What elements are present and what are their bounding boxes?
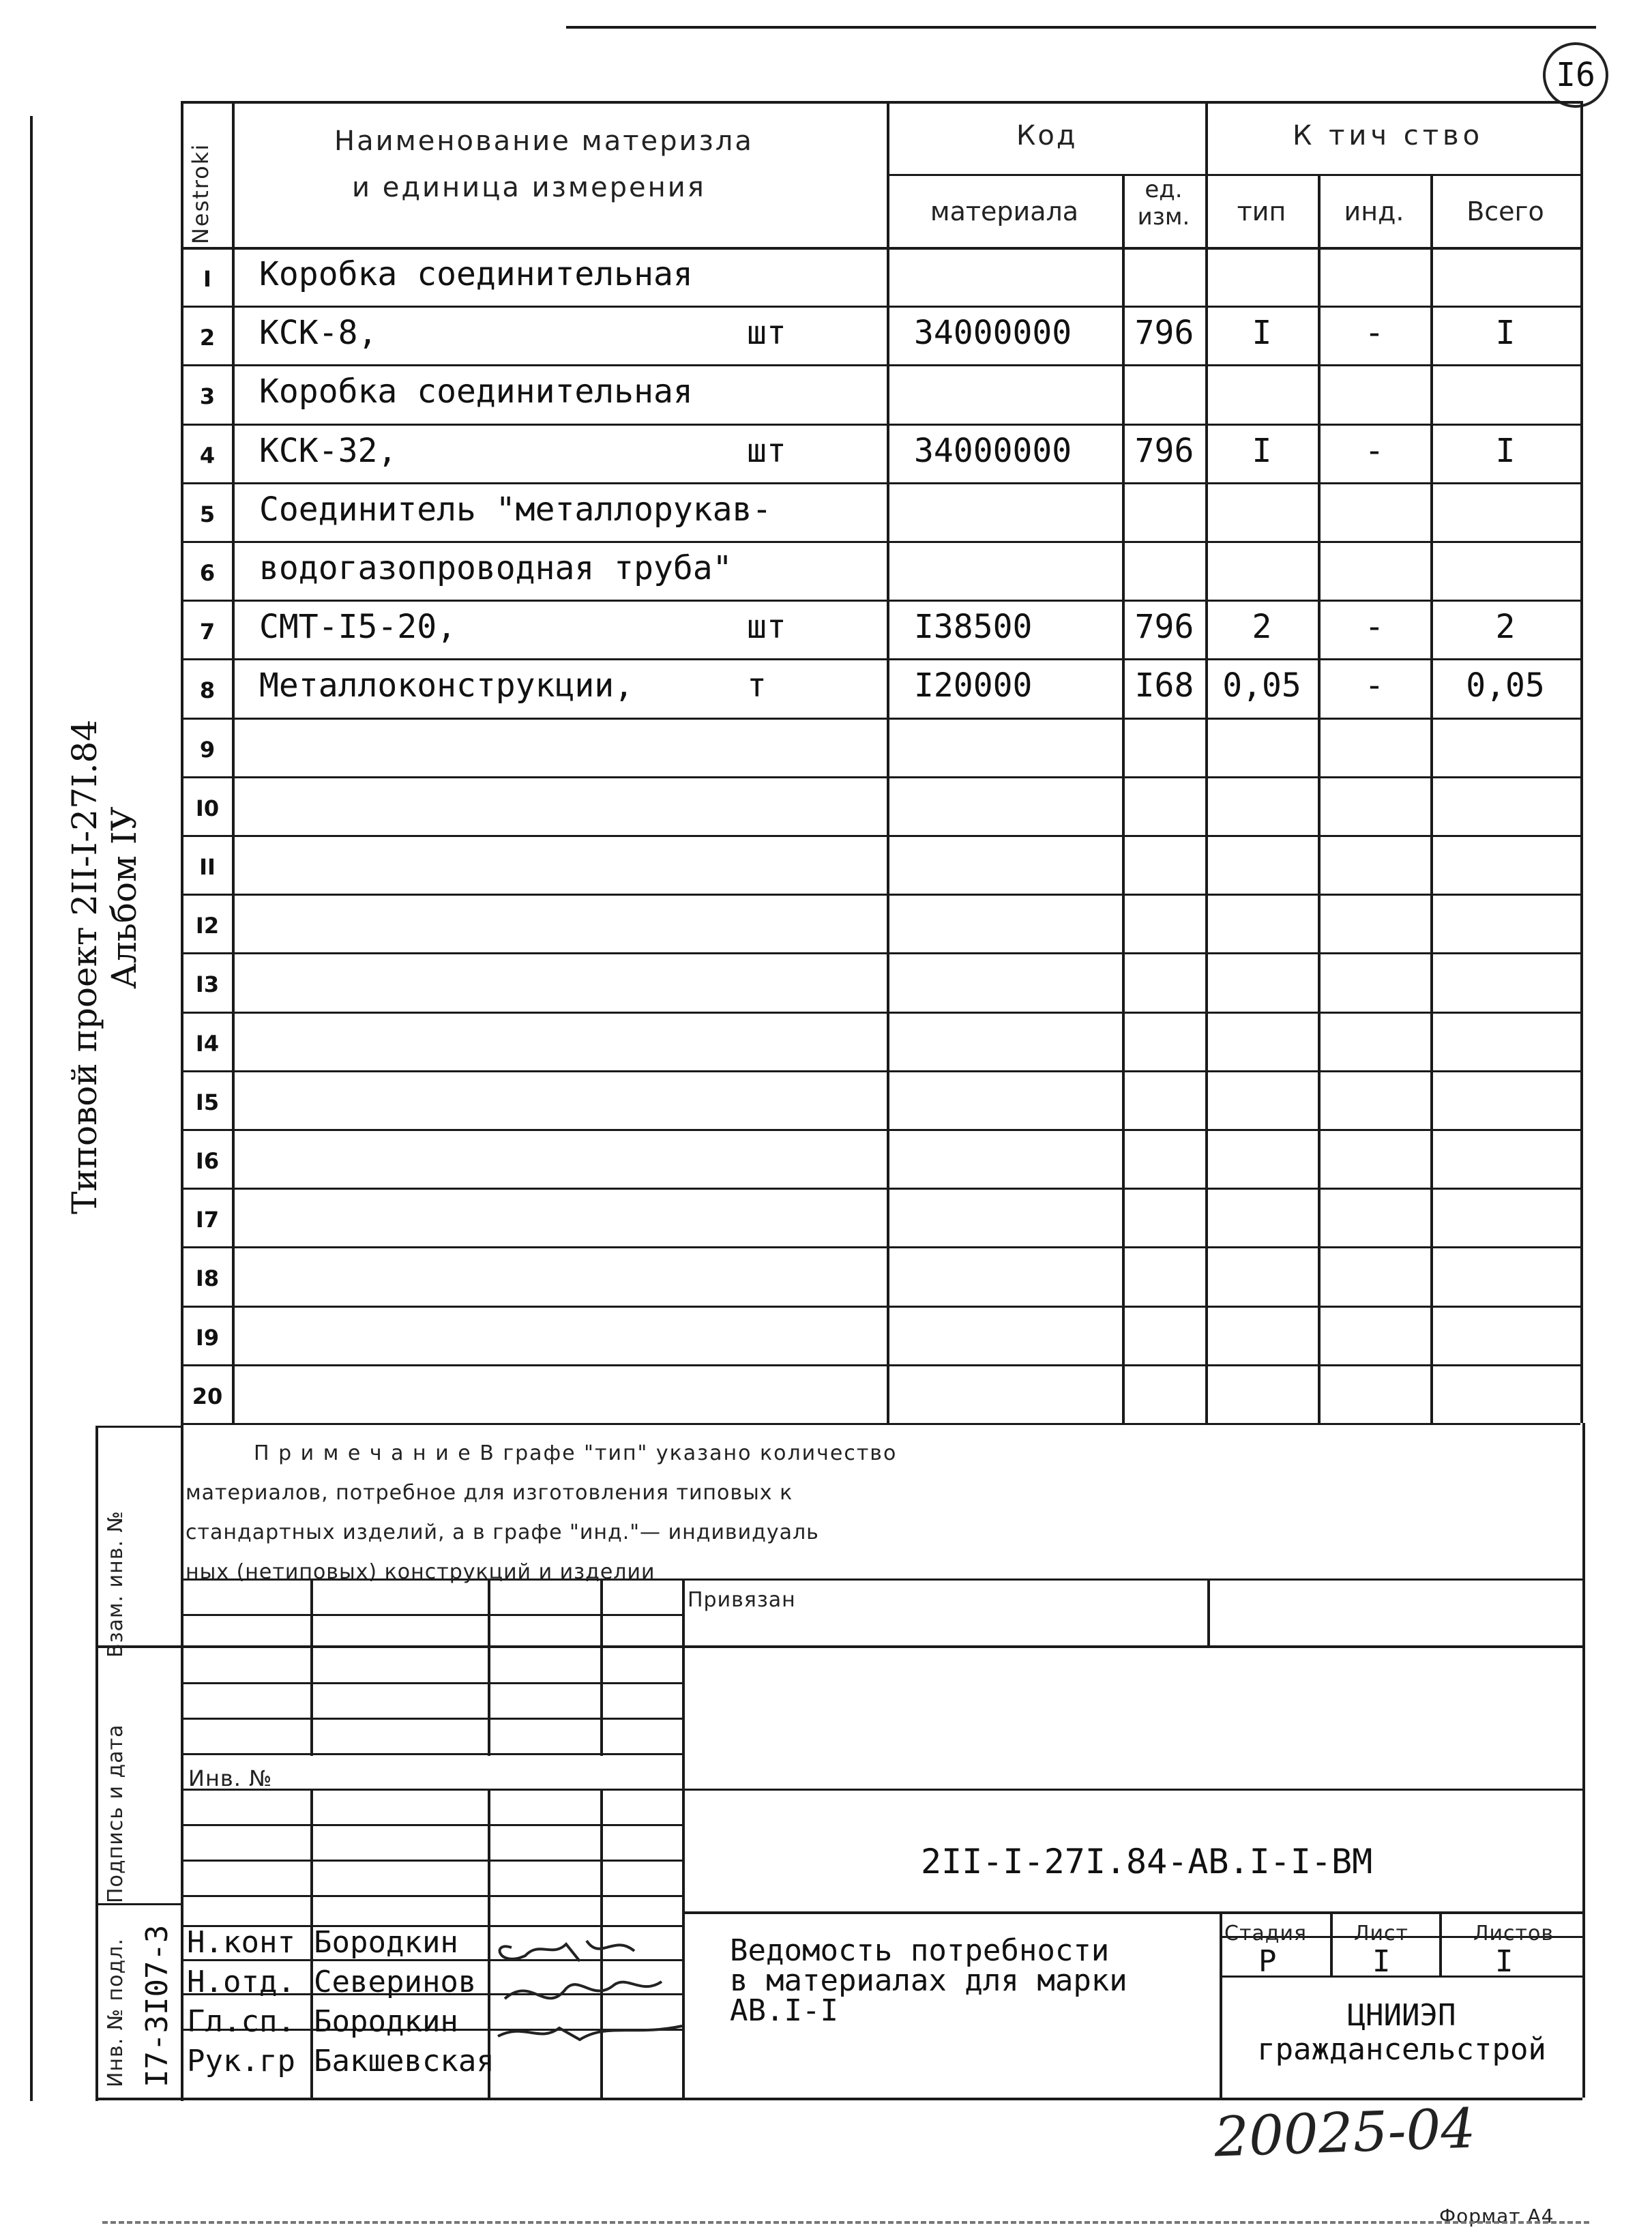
qty-total: I — [1495, 431, 1516, 470]
note-line1: П р и м е ч а н и е В графе "тип" указано количество — [254, 1441, 898, 1465]
material-name: Соединитель "металлорукав- — [259, 490, 772, 529]
row-number: 6 — [199, 560, 216, 586]
row-number: I — [203, 266, 211, 292]
grid-line — [181, 1306, 1580, 1308]
unit-code: 796 — [1134, 314, 1194, 353]
tb-line — [310, 1578, 313, 1688]
doc-title-line1: Ведомость потребности — [730, 1933, 1110, 1968]
qty-total: 2 — [1495, 608, 1516, 647]
unit-code: 796 — [1134, 431, 1194, 470]
grid-line — [181, 1070, 1580, 1072]
material-unit: шт — [747, 608, 786, 647]
header-material: материала — [930, 196, 1079, 226]
signature-1 — [500, 1941, 634, 1961]
row-number: 20 — [192, 1383, 223, 1409]
tb-line — [1330, 1911, 1333, 1976]
format-label: Формат А4 — [1439, 2205, 1554, 2227]
sheets-value: I — [1495, 1944, 1514, 1979]
row-number: I6 — [195, 1148, 220, 1174]
material-name: Коробка соединительная — [259, 372, 693, 411]
grid-line — [181, 718, 1580, 720]
row-number: I9 — [195, 1324, 220, 1351]
grid-line — [181, 1188, 1580, 1190]
row-number: I7 — [195, 1207, 220, 1233]
page-number — [1543, 42, 1608, 108]
signer-row — [187, 1965, 477, 2004]
tb-line — [95, 1903, 181, 1905]
unit-code: 796 — [1134, 608, 1194, 647]
side-title-line2: Альбом IУ — [104, 806, 144, 989]
header-nstroki: Nestroki — [188, 143, 213, 244]
material-code: 34000000 — [914, 314, 1072, 353]
row-number: 2 — [199, 325, 216, 351]
grid-line — [887, 174, 1580, 176]
bottom-dashed-line — [102, 2221, 1589, 2224]
grid-line — [181, 541, 1580, 543]
material-unit: шт — [747, 431, 786, 470]
signer-role: Рук.гр — [187, 2044, 295, 2079]
grid-line — [181, 101, 1580, 104]
signer-name: Бакшевская — [314, 2044, 495, 2079]
qty-typ: I — [1252, 314, 1272, 353]
qty-ind: - — [1364, 314, 1385, 353]
tb-line — [95, 1645, 1582, 1648]
grid-line — [181, 1129, 1580, 1131]
material-name: водогазопроводная труба" — [259, 549, 733, 587]
signer-row — [187, 2044, 495, 2083]
grid-line — [181, 1364, 1580, 1366]
tb-line — [600, 1682, 603, 1756]
material-code: 34000000 — [914, 431, 1072, 470]
sheet-label: Лист — [1354, 1922, 1409, 1945]
doc-title-line3: АВ.I-I — [730, 1993, 838, 2028]
grid-line — [1580, 101, 1583, 1423]
tb-line — [682, 1789, 1582, 1791]
org-line1: ЦНИИЭП — [1347, 1998, 1456, 2033]
tb-line — [181, 1824, 682, 1826]
material-name: Металлоконструкции, — [259, 666, 634, 705]
row-number: II — [199, 854, 216, 880]
tb-line — [181, 1614, 682, 1616]
tb-line — [682, 1578, 1582, 1581]
inv-podl-label: Инв. № подл. — [104, 1938, 128, 2087]
tb-line — [95, 1426, 181, 1428]
grid-line — [181, 1423, 1580, 1425]
grid-line — [181, 424, 1580, 426]
signer-name: Северинов — [314, 1965, 477, 1999]
row-number: 8 — [199, 677, 216, 704]
row-number: 4 — [199, 442, 216, 469]
header-unit — [1122, 176, 1205, 231]
header-code: Код — [1016, 120, 1078, 151]
material-name: КСК-8, — [259, 314, 378, 353]
qty-ind: - — [1364, 431, 1385, 470]
signers — [187, 1925, 495, 2083]
material-name: Коробка соединительная — [259, 255, 693, 293]
grid-line — [181, 894, 1580, 896]
grid-line — [1122, 174, 1125, 1423]
privyazan-label: Привязан — [688, 1588, 796, 1612]
qty-total: I — [1495, 314, 1516, 353]
tb-line — [181, 1423, 183, 2101]
signature-3 — [498, 2026, 682, 2040]
signer-row — [187, 1925, 458, 1965]
tb-line — [181, 1682, 682, 1684]
tb-line — [488, 1578, 490, 1688]
top-rule — [566, 26, 1596, 29]
tb-line — [682, 1911, 1582, 1914]
tb-line — [181, 1753, 682, 1755]
material-name: КСК-32, — [259, 431, 398, 470]
sheet-value: I — [1372, 1944, 1391, 1979]
doc-title-line2: в материалах для марки — [730, 1963, 1127, 1998]
handwritten-number: 20025-04 — [1213, 2096, 1477, 2169]
grid-line — [181, 1246, 1580, 1248]
grid-line — [887, 101, 889, 1423]
tb-line — [181, 1895, 682, 1897]
tb-line — [1439, 1911, 1442, 1976]
grid-line — [1318, 174, 1321, 1423]
grid-line — [1430, 174, 1433, 1423]
qty-typ: I — [1252, 431, 1272, 470]
podpis-label: Подпись и дата — [104, 1724, 128, 1903]
grid-line — [181, 482, 1580, 484]
tb-line — [600, 1578, 603, 1688]
grid-line — [181, 952, 1580, 954]
qty-ind: - — [1364, 666, 1385, 705]
grid-line — [181, 600, 1580, 602]
grid-line — [181, 1012, 1580, 1014]
grid-line — [181, 306, 1580, 308]
sheets-label: Листов — [1473, 1922, 1554, 1945]
signer-role: Гл.сп. — [187, 2004, 295, 2039]
row-number: I3 — [195, 971, 220, 998]
qty-total: 0,05 — [1466, 666, 1545, 705]
header-total: Всего — [1466, 196, 1544, 226]
note-line2: материалов, потребное для изготовления типовых к — [186, 1481, 793, 1505]
material-code: I38500 — [914, 608, 1033, 647]
header-name-line1: Наименование материзла — [334, 126, 754, 157]
material-name: СМТ-I5-20, — [259, 608, 456, 647]
doc-code: 2II-I-27I.84-АВ.I-I-ВМ — [921, 1842, 1373, 1881]
header-ind: инд. — [1344, 196, 1404, 226]
tb-line — [488, 1682, 490, 1756]
signature-2 — [505, 1982, 662, 1999]
header-unit-line2: изм. — [1137, 203, 1190, 231]
org-line2: граждансельстрой — [1257, 2032, 1546, 2067]
row-number: 7 — [199, 619, 216, 645]
stage-value: Р — [1258, 1944, 1277, 1979]
header-unit-line1: ед. — [1145, 176, 1183, 203]
tb-line — [95, 1426, 98, 2101]
grid-line — [181, 101, 183, 1423]
qty-ind: - — [1364, 608, 1385, 647]
signer-name: Бородкин — [314, 1925, 458, 1960]
material-code: I20000 — [914, 666, 1033, 705]
page-number-text: I6 — [1556, 56, 1595, 94]
tb-line — [310, 1682, 313, 1756]
tb-line — [181, 1718, 682, 1720]
row-number: I2 — [195, 913, 220, 939]
grid-line — [181, 835, 1580, 837]
signatures — [477, 1920, 703, 2084]
tb-line — [310, 1789, 313, 2098]
side-title-line1: Типовой проект 2II-I-27I.84 — [65, 719, 104, 1214]
inv-label: Инв. № — [188, 1765, 273, 1791]
note-line3: стандартных изделий, а в графе "инд."— индивидуаль — [186, 1521, 819, 1544]
row-number: I0 — [195, 795, 220, 821]
qty-typ: 0,05 — [1222, 666, 1301, 705]
header-name-line2: и единица измерения — [352, 172, 706, 203]
row-number: I8 — [195, 1265, 220, 1292]
side-title — [65, 720, 144, 1214]
vzam-label: Взам. инв. № — [104, 1510, 128, 1658]
grid-line — [181, 658, 1580, 660]
material-unit: т — [747, 666, 767, 705]
grid-line — [1205, 101, 1208, 1423]
row-number: 9 — [199, 736, 216, 763]
grid-line — [181, 364, 1580, 366]
tb-line — [1207, 1578, 1210, 1647]
signer-name: Бородкин — [314, 2004, 458, 2039]
organization — [1221, 1999, 1582, 2067]
signer-role: Н.конт — [187, 1925, 295, 1960]
qty-typ: 2 — [1252, 608, 1272, 647]
left-border — [30, 116, 33, 2101]
note — [186, 1434, 897, 1592]
signer-row — [187, 2004, 458, 2044]
signer-role: Н.отд. — [187, 1965, 295, 1999]
grid-line — [232, 101, 235, 1423]
grid-line — [181, 247, 1580, 250]
tb-line — [181, 1860, 682, 1862]
unit-code: I68 — [1134, 666, 1194, 705]
tb-line — [181, 1578, 682, 1581]
inv-podl-value: I7-3I07-3 — [140, 1924, 175, 2087]
tb-line — [1582, 1423, 1585, 2098]
header-typ: тип — [1237, 196, 1286, 226]
row-number: I4 — [195, 1030, 220, 1057]
material-unit: шт — [747, 314, 786, 353]
row-number: 5 — [199, 501, 216, 527]
document-title — [730, 1933, 1127, 2028]
note-line4: ных (нетиповых) конструкций и изделии — [186, 1560, 655, 1584]
row-number: 3 — [199, 383, 216, 410]
row-number: I5 — [195, 1089, 220, 1115]
header-qty: К тич ство — [1293, 120, 1484, 151]
grid-line — [181, 776, 1580, 778]
stage-label: Стадия — [1224, 1922, 1308, 1945]
